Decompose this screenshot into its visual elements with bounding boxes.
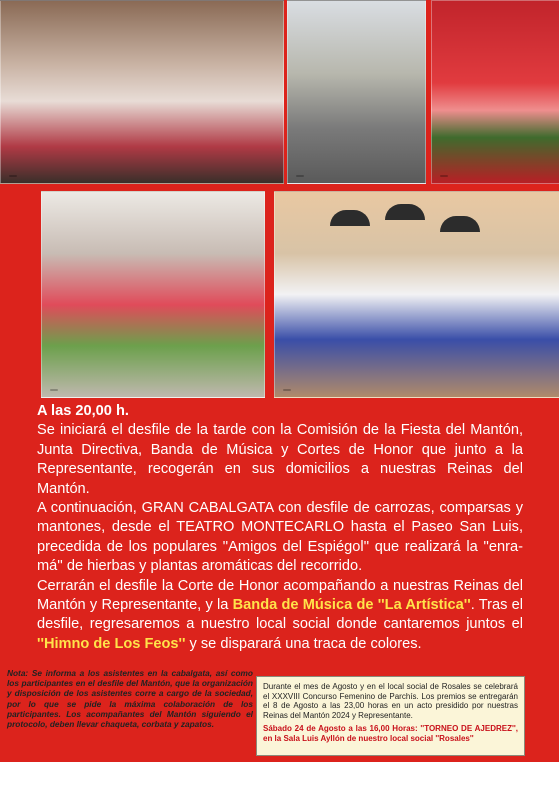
photo-caption <box>50 389 58 391</box>
paragraph-2: A continuación, GRAN CABALGATA con desfile de carrozas, comparsas y mantones, desde el TEATRO MONTECARLO hasta el Paseo San Luis, precedida de los populares ''Amigos del Espiégol'' que realizará la ''enra-má'' de hierbas y plantas aromáticas del recorrido. <box>37 500 523 575</box>
photo-caption <box>9 175 17 177</box>
program-text <box>37 402 523 654</box>
umbrella-shape <box>330 210 370 226</box>
photo-altar-flowers <box>431 0 559 184</box>
info-box <box>256 676 525 756</box>
info-box-highlight: Sábado 24 de Agosto a las 16,00 Horas: ''TORNEO DE AJEDREZ'', en la Sala Luis Ayllón de nuestro local social ''Rosales'' <box>263 724 518 743</box>
photo-parade-queens <box>0 0 284 184</box>
photo-girls-costumes <box>41 191 265 398</box>
band-name: Banda de Música de ''La Artística'' <box>232 597 471 614</box>
paragraph-1: Se iniciará el desfile de la tarde con la Comisión de la Fiesta del Mantón, Junta Directiva, Banda de Música y Cortes de Honor que junto a la Representante, recogerán en sus domicilios a nuestras Reinas del Mantón. <box>37 422 523 497</box>
info-box-text: Durante el mes de Agosto y en el local social de Rosales se celebrará el XXXVIII Concurso Femenino de Parchís. Los premios se entregarán el 8 de Agosto a las 23,00 horas en un acto presidido por nuestras Reinas del Mantón 2024 y Representante. <box>263 682 518 720</box>
hymn-name: ''Himno de Los Feos'' <box>37 635 186 652</box>
photo-caption <box>296 175 304 177</box>
photo-group-umbrellas <box>274 191 559 398</box>
paragraph-3 <box>37 577 523 655</box>
photo-street-officials <box>287 0 426 184</box>
photo-caption <box>440 175 448 177</box>
paragraph-3-part-b: . Tras el desfile, regresaremos a nuestro local social donde cantaremos juntos el <box>37 597 524 633</box>
paragraph-3-part-c: y se disparará una traca de colores. <box>185 635 422 652</box>
photo-caption <box>283 389 291 391</box>
paragraph-3-part-a: Cerrarán el desfile la Corte de Honor acompañando a nuestras Reinas del Mantón y Representante, y la <box>37 577 523 614</box>
event-time: A las 20,00 h. <box>37 403 129 419</box>
umbrella-shape <box>385 204 425 220</box>
attendance-note: Nota: Se informa a los asistentes en la cabalgata, así como los participantes en el desfile del Mantón, que la organización y disposición de los asistentes corre a cargo de la sociedad, por lo que se pide la máxima colaboración de los participantes. Los acompañantes del Mantón siguiendo el protocolo, deben llevar chaqueta, corbata y zapatos. <box>7 668 253 730</box>
umbrella-shape <box>440 216 480 232</box>
